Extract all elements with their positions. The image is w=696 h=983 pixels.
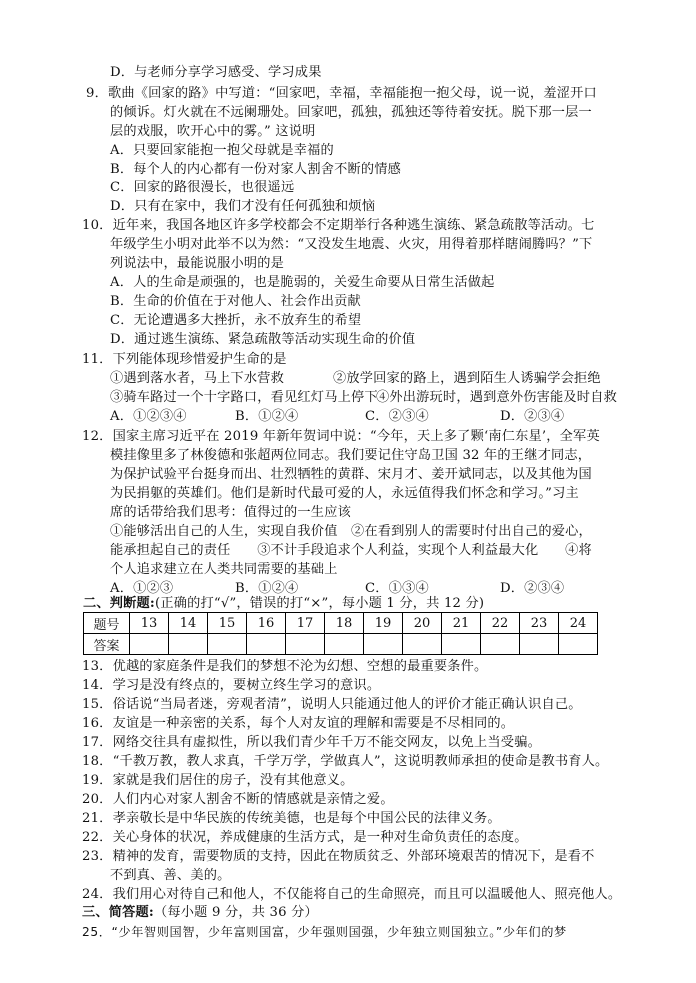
q11-item-4: ④外出游玩时，遇到意外伤害能及时自救 [376, 390, 617, 405]
question-number-cell: 16 [247, 613, 286, 634]
q9-option-c: C．回家的路很漫长，也很遥远 [110, 180, 295, 195]
q9-stem-line3: 层的戏服，吹开心中的雾。” 这说明 [110, 124, 316, 139]
judgment-23-cont: 不到真、善、美的。 [110, 868, 231, 883]
answer-cell[interactable] [247, 634, 286, 655]
judgment-24: 24．我们用心对待自己和他人，不仅能将自己的生命照亮，而且可以温暖他人、照亮他人。 [82, 887, 622, 902]
q12-stem-line1: 12．国家主席习近平在 2019 年新年贺词中说：“今年，天上多了颗‘南仁东星’，全军英 [82, 429, 600, 444]
question-number-cell: 17 [286, 613, 325, 634]
q10-option-d: D．通过逃生演练、紧急疏散等活动实现生命的价值 [110, 332, 416, 347]
answer-cell[interactable] [208, 634, 247, 655]
q12-items-line1: ①能够活出自己的人生，实现自我价值 ②在看到别人的需要时付出自己的爱心， [110, 524, 592, 539]
q12-stem-line2: 模挂像里多了林俊德和张超两位同志。我们要记住守岛卫国 32 年的王继才同志， [110, 448, 592, 463]
judgment-13: 13．优越的家庭条件是我们的梦想不沦为幻想、空想的最重要条件。 [82, 659, 488, 674]
q10-option-a: A．人的生命是顽强的，也是脆弱的，关爱生命要从日常生活做起 [110, 275, 495, 290]
answer-cell[interactable] [286, 634, 325, 655]
answer-table [83, 612, 598, 655]
table-header-cell: 题号 [84, 613, 130, 634]
question-number-cell: 23 [520, 613, 559, 634]
q12-items-line2: 能承担起自己的责任 ③不计手段追求个人利益，实现个人利益最大化 ④将 [110, 543, 592, 558]
answer-cell[interactable] [169, 634, 208, 655]
judgment-23: 23．精神的发育，需要物质的支持，因此在物质贫乏、外部环境艰苦的情况下，是看不 [82, 849, 595, 864]
section3-title: 三、简答题: [82, 905, 155, 920]
q9-option-b: B．每个人的内心都有一份对家人割舍不断的情感 [110, 162, 402, 177]
q11-item-3: ③骑车路过一个十字路口，看见红灯马上停下 [110, 390, 378, 405]
question-number-cell: 21 [442, 613, 481, 634]
answer-label-cell: 答案 [84, 634, 130, 655]
q9-stem-line1: 9．歌曲《回家的路》中写道：“回家吧，幸福，幸福能抱一抱父母，说一说，羞涩开口 [86, 86, 597, 101]
q11-option-c: C．②③④ [365, 409, 429, 424]
question-number-cell: 19 [364, 613, 403, 634]
q12-option-c: C．①③④ [365, 581, 429, 596]
q9-stem-line2: 的倾诉。灯火就在不远阑珊处。回家吧，孤独，孤独还等待着安抚。脱下那一层一 [110, 105, 592, 120]
judgment-21: 21．孝亲敬长是中华民族的传统美德，也是每个中国公民的法律义务。 [82, 811, 501, 826]
answer-cell[interactable] [442, 634, 481, 655]
section3-desc: （每小题 9 分，共 36 分） [154, 905, 318, 920]
question-number-cell: 20 [403, 613, 442, 634]
q12-stem-line5: 席的话带给我们思考：值得过的一生应该 [110, 505, 351, 520]
section2-heading [83, 594, 484, 613]
question-number-cell: 13 [130, 613, 169, 634]
q12-option-a: A．①②③ [110, 581, 174, 596]
answer-cell[interactable] [403, 634, 442, 655]
answer-cell[interactable] [481, 634, 520, 655]
q8-option-d: D．与老师分享学习感受、学习成果 [110, 65, 322, 80]
q11-stem: 11．下列能体现珍惜爱护生命的是 [82, 352, 287, 367]
q10-option-b: B．生命的价值在于对他人、社会作出贡献 [110, 294, 361, 309]
q12-stem-line4: 为民捐躯的英雄们。他们是新时代最可爱的人，永远值得我们怀念和学习。”习主 [110, 486, 579, 501]
question-number-cell: 18 [325, 613, 364, 634]
answer-cell[interactable] [325, 634, 364, 655]
judgment-17: 17．网络交往具有虚拟性，所以我们青少年千万不能交网友，以免上当受骗。 [82, 735, 541, 750]
q10-stem-line3: 列说法中，最能说服小明的是 [110, 256, 285, 271]
judgment-18: 18．“千教万教，教人求真，千学万学，学做真人”，这说明教师承担的使命是教书育人。 [82, 754, 609, 769]
question-number-cell: 22 [481, 613, 520, 634]
q11-item-2: ②放学回家的路上，遇到陌生人诱骗学会拒绝 [333, 371, 601, 386]
question-number-cell: 14 [169, 613, 208, 634]
q11-option-a: A．①②③④ [110, 409, 187, 424]
q11-option-b: B．①②④ [235, 409, 299, 424]
q12-option-d: D．②③④ [500, 581, 565, 596]
judgment-15: 15．俗话说“当局者迷，旁观者清”，说明人只能通过他人的评价才能正确认识自己。 [82, 697, 582, 712]
q12-stem-line3: 为保护试验平台挺身而出、壮烈牺牲的黄群、宋月才、姜开斌同志，以及其他为国 [110, 467, 592, 482]
answer-cell[interactable] [130, 634, 169, 655]
question-number-cell: 24 [559, 613, 598, 634]
q10-stem-line2: 年级学生小明对此举不以为然：“又没发生地震、火灾，用得着那样瞎闹腾吗？”下 [110, 237, 593, 252]
q10-stem-line1: 10．近年来，我国各地区许多学校都会不定期举行各种逃生演练、紧急疏散等活动。七 [82, 218, 595, 233]
judgment-22: 22．关心身体的状况，养成健康的生活方式，是一种对生命负责任的态度。 [82, 830, 528, 845]
q10-option-c: C．无论遭遇多大挫折，永不放弃生的希望 [110, 313, 362, 328]
answer-table-header-row [84, 613, 598, 634]
section2-desc: (正确的打“√”，错误的打“×”，每小题 1 分，共 12 分) [155, 596, 485, 611]
q9-option-a: A．只要回家能抱一抱父母就是幸福的 [110, 143, 334, 158]
q12-items-line3: 个人追求建立在人类共同需要的基础上 [110, 562, 338, 577]
judgment-20: 20．人们内心对家人割舍不断的情感就是亲情之爱。 [82, 792, 394, 807]
q25-stem: 25．“少年智则国智，少年富则国富，少年强则国强，少年独立则国独立。”少年们的梦 [82, 925, 567, 939]
answer-cell[interactable] [559, 634, 598, 655]
section3-heading [82, 903, 318, 922]
q9-option-d: D．只有在家中，我们才没有任何孤独和烦恼 [110, 199, 376, 214]
question-number-cell: 15 [208, 613, 247, 634]
q11-item-1: ①遇到落水者，马上下水营救 [110, 371, 285, 386]
answer-cell[interactable] [364, 634, 403, 655]
answer-table-answer-row [84, 634, 598, 655]
judgment-16: 16．友谊是一种亲密的关系，每个人对友谊的理解和需要是不尽相同的。 [82, 716, 515, 731]
answer-cell[interactable] [520, 634, 559, 655]
judgment-14: 14．学习是没有终点的，要树立终生学习的意识。 [82, 678, 381, 693]
q12-option-b: B．①②④ [235, 581, 299, 596]
q11-option-d: D．②③④ [500, 409, 565, 424]
section2-title: 二、判断题: [83, 596, 156, 611]
judgment-19: 19．家就是我们居住的房子，没有其他意义。 [82, 773, 354, 788]
